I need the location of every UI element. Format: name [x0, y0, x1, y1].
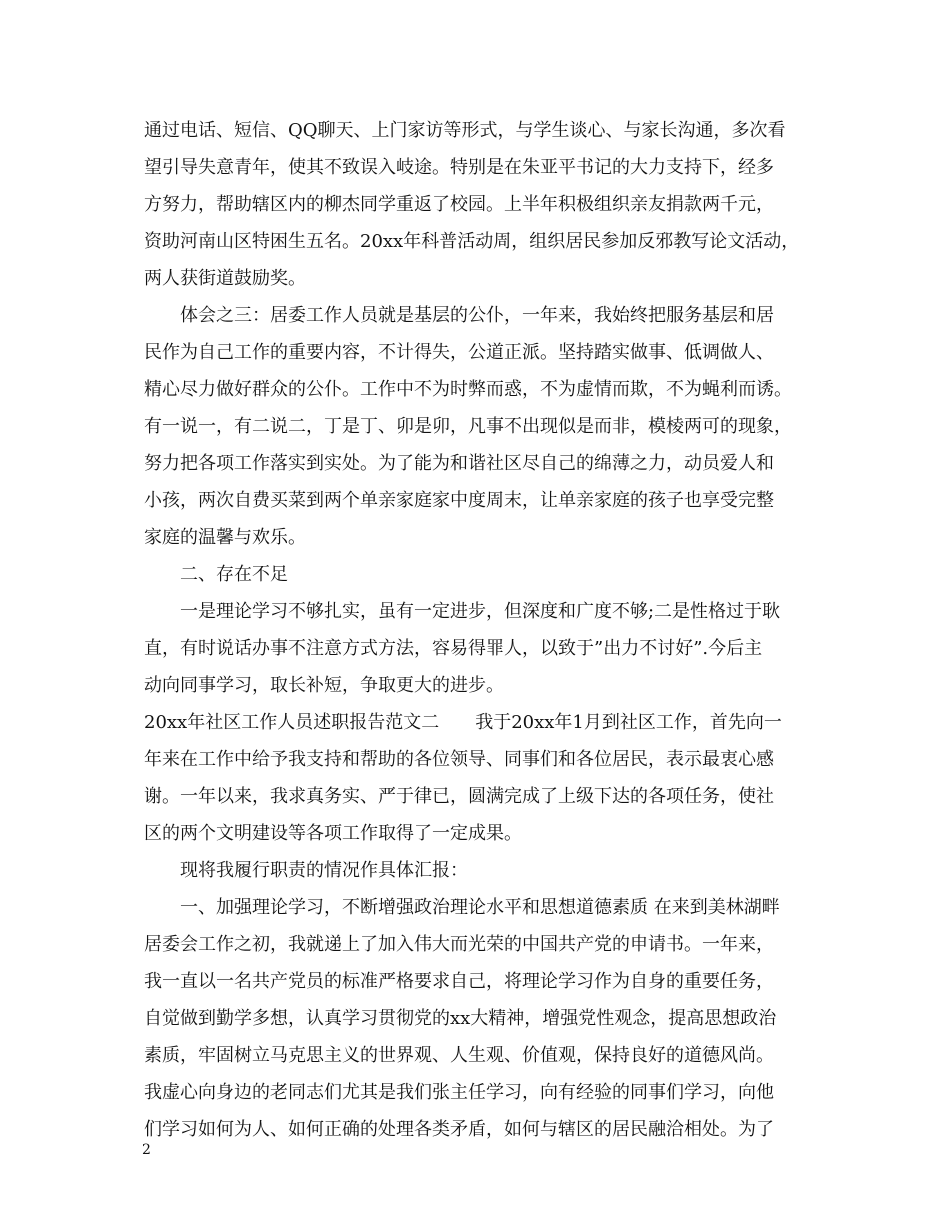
- text-line: 通过电话、短信、QQ聊天、上门家访等形式，与学生谈心、与家长沟通，多次看: [144, 120, 786, 141]
- text-line: 居委会工作之初，我就递上了加入伟大而光荣的中国共产党的申请书。一年来，: [144, 934, 774, 955]
- text-line: 谢。一年以来，我求真务实、严于律已，圆满完成了上级下达的各项任务，使社: [144, 786, 774, 807]
- text-line: 努力把各项工作落实到实处。为了能为和谐社区尽自己的绵薄之力，动员爱人和: [144, 453, 774, 474]
- text-line: 自觉做到勤学多想，认真学习贯彻党的xx大精神，增强党性观念，提高思想政治: [144, 1008, 777, 1029]
- text-line: 素质，牢固树立马克思主义的世界观、人生观、价值观，保持良好的道德风尚。: [144, 1045, 774, 1066]
- text-line: 我一直以一名共产党员的标准严格要求自己，将理论学习作为自身的重要任务，: [144, 971, 774, 992]
- text-line: 20xx年社区工作人员述职报告范文二 我于20xx年1月到社区工作，首先向一: [144, 712, 782, 733]
- text-line: 直，有时说话办事不注意方式方法，容易得罪人，以致于”出力不讨好”.今后主: [144, 638, 763, 659]
- text-line: 方努力，帮助辖区内的柳杰同学重返了校园。上半年积极组织亲友捐款两千元，: [144, 194, 774, 215]
- text-line: 年来在工作中给予我支持和帮助的各位领导、同事们和各位居民，表示最衷心感: [144, 749, 774, 770]
- section-heading: 二、存在不足: [144, 564, 288, 585]
- text-line: 望引导失意青年，使其不致误入岐途。特别是在朱亚平书记的大力支持下，经多: [144, 157, 774, 178]
- text-line: 们学习如何为人、如何正确的处理各类矛盾，如何与辖区的居民融洽相处。为了: [144, 1119, 774, 1140]
- text-line: 动向同事学习，取长补短，争取更大的进步。: [144, 675, 504, 696]
- text-line: 现将我履行职责的情况作具体汇报：: [144, 860, 468, 881]
- text-line: 精心尽力做好群众的公仆。工作中不为时弊而惑，不为虚情而欺，不为蝇利而诱。: [144, 379, 792, 400]
- text-line: 小孩，两次自费买菜到两个单亲家庭家中度周末，让单亲家庭的孩子也享受完整: [144, 490, 774, 511]
- page-number: 2: [142, 1142, 151, 1158]
- text-line: 我虚心向身边的老同志们尤其是我们张主任学习，向有经验的同事们学习，向他: [144, 1082, 774, 1103]
- text-line: 家庭的温馨与欢乐。: [144, 527, 306, 548]
- text-line: 一是理论学习不够扎实，虽有一定进步，但深度和广度不够;二是性格过于耿: [144, 601, 781, 622]
- text-line: 民作为自己工作的重要内容，不计得失，公道正派。坚持踏实做事、低调做人、: [144, 342, 774, 363]
- text-line: 有一说一，有二说二，丁是丁、卯是卯，凡事不出现似是而非，模棱两可的现象，: [144, 416, 792, 437]
- text-line: 一、加强理论学习，不断增强政治理论水平和思想道德素质 在来到美林湖畔: [144, 897, 780, 918]
- text-line: 体会之三：居委工作人员就是基层的公仆，一年来，我始终把服务基层和居: [144, 305, 774, 326]
- text-line: 资助河南山区特困生五名。20xx年科普活动周，组织居民参加反邪教写论文活动，: [144, 231, 800, 252]
- text-line: 区的两个文明建设等各项工作取得了一定成果。: [144, 823, 522, 844]
- text-line: 两人获街道鼓励奖。: [144, 268, 306, 289]
